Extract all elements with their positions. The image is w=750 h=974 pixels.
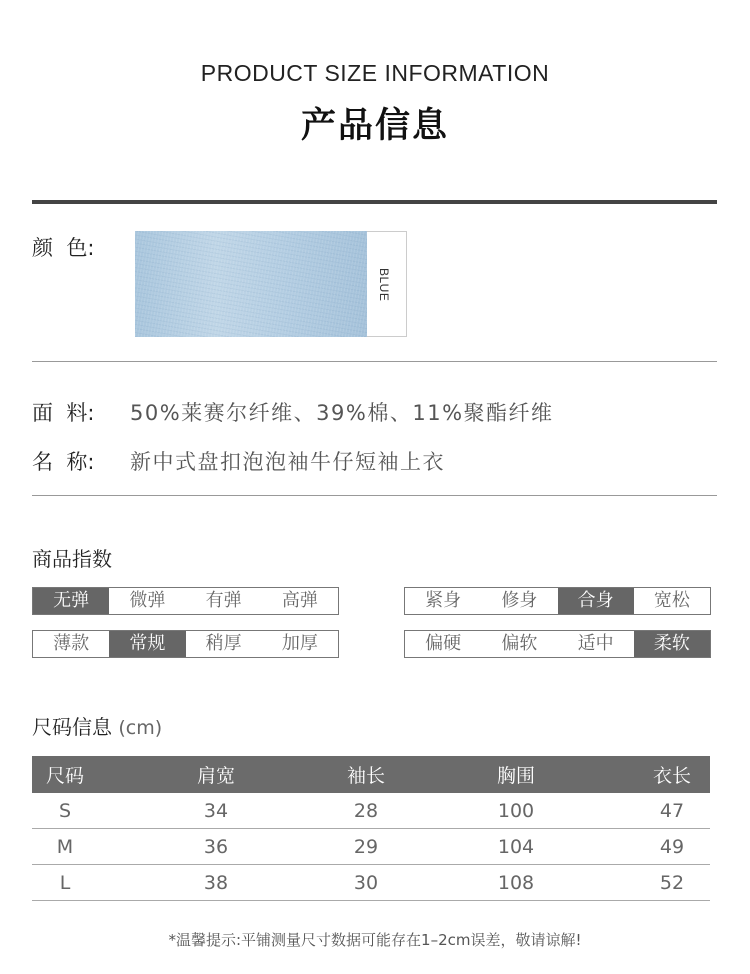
scale-option: 修身 [501, 590, 538, 611]
cell-chest: 108 [497, 871, 535, 894]
header-size: 尺码 [45, 765, 84, 787]
scale-option: 柔软 [634, 631, 710, 657]
color-label: 颜 色: [32, 236, 95, 260]
divider-2 [32, 495, 717, 496]
footnote: *温馨提示:平铺测量尺寸数据可能存在1–2cm误差，敬请谅解! [168, 931, 582, 949]
color-swatch-tag [367, 231, 407, 337]
elasticity-scale [32, 587, 339, 615]
scale-option: 偏软 [501, 633, 538, 654]
cell-sleeve: 28 [353, 799, 379, 822]
title-chinese: 产品信息 [300, 106, 449, 146]
size-info-title-text: 尺码信息 [32, 715, 112, 739]
table-row [32, 829, 710, 865]
scale-option: 常规 [109, 631, 185, 657]
cell-size: S [58, 799, 72, 822]
cell-shoulder: 34 [203, 799, 229, 822]
divider-1 [32, 361, 717, 362]
size-table [32, 756, 710, 901]
cell-size: M [56, 835, 74, 858]
color-swatch-image [135, 231, 367, 337]
size-info-title [32, 711, 162, 740]
cell-length: 49 [659, 835, 685, 858]
table-row [32, 793, 710, 829]
scale-option: 高弹 [281, 590, 318, 611]
scale-option: 微弹 [129, 590, 166, 611]
name-label: 名 称: [32, 450, 95, 474]
size-table-header [32, 756, 710, 793]
softness-scale [404, 630, 711, 658]
cell-chest: 100 [497, 799, 535, 822]
header-shoulder: 肩宽 [196, 765, 235, 787]
cell-chest: 104 [497, 835, 535, 858]
scale-option: 有弹 [205, 590, 242, 611]
header-divider [32, 200, 717, 204]
scale-option: 合身 [558, 588, 634, 614]
header-sleeve: 袖长 [346, 765, 385, 787]
scale-option: 宽松 [653, 590, 690, 611]
cell-length: 47 [659, 799, 685, 822]
size-info-unit: (cm) [118, 717, 163, 739]
table-row [32, 865, 710, 901]
material-value: 50%莱赛尔纤维、39%棉、11%聚酯纤维 [130, 401, 554, 425]
material-label: 面 料: [32, 401, 95, 425]
title-english: PRODUCT SIZE INFORMATION [200, 60, 550, 86]
scale-option: 薄款 [53, 633, 90, 654]
header-length: 衣长 [652, 765, 691, 787]
scale-option: 稍厚 [205, 633, 242, 654]
color-swatch-name: BLUE [377, 268, 391, 302]
cell-shoulder: 38 [203, 871, 229, 894]
name-value: 新中式盘扣泡泡袖牛仔短袖上衣 [130, 450, 445, 474]
cell-length: 52 [659, 871, 685, 894]
indices-title: 商品指数 [32, 547, 112, 571]
fit-scale [404, 587, 711, 615]
scale-option: 紧身 [425, 590, 462, 611]
scale-option: 加厚 [281, 633, 318, 654]
cell-sleeve: 30 [353, 871, 379, 894]
cell-sleeve: 29 [353, 835, 379, 858]
scale-option: 偏硬 [425, 633, 462, 654]
cell-size: L [59, 871, 71, 894]
header-chest: 胸围 [496, 765, 535, 787]
thickness-scale [32, 630, 339, 658]
scale-option: 适中 [577, 633, 614, 654]
scale-option: 无弹 [33, 588, 109, 614]
cell-shoulder: 36 [203, 835, 229, 858]
